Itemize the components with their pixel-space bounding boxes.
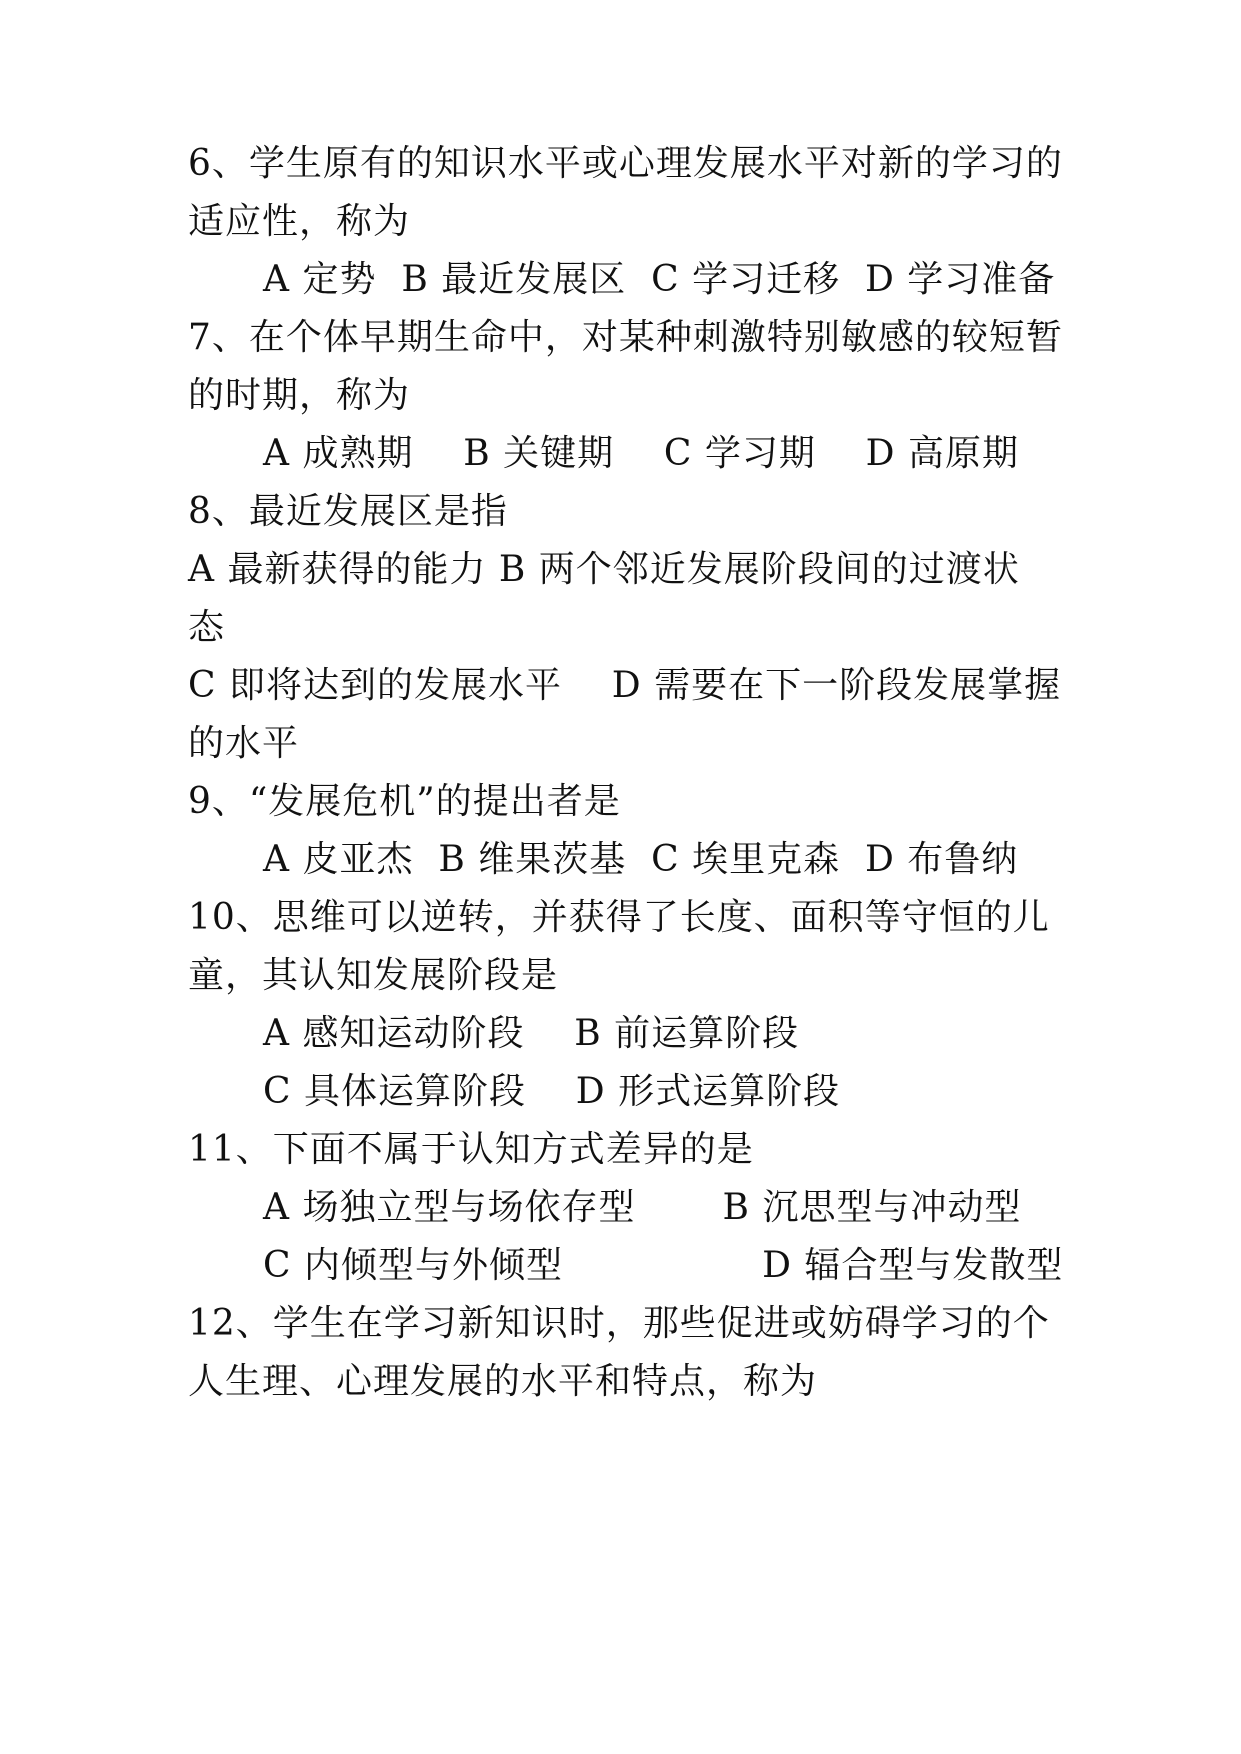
question-8-stem: 8、最近发展区是指 — [188, 491, 508, 532]
question-8-options-line-2: 态 — [188, 607, 226, 648]
question-11-options-line-2: C 内倾型与外倾型 D 辐合型与发散型 — [263, 1245, 1064, 1286]
question-9-stem: 9、“发展危机”的提出者是 — [188, 781, 621, 822]
question-6-stem-line-1: 6、学生原有的知识水平或心理发展水平对新的学习的 — [188, 143, 1063, 184]
question-8-options-line-4: 的水平 — [188, 723, 300, 764]
question-10-options-line-2: C 具体运算阶段 D 形式运算阶段 — [263, 1071, 841, 1112]
question-11-stem: 11、下面不属于认知方式差异的是 — [188, 1129, 754, 1170]
question-11-options-line-1: A 场独立型与场依存型 B 沉思型与冲动型 — [263, 1187, 1022, 1228]
question-7-options: A 成熟期 B 关键期 C 学习期 D 高原期 — [263, 433, 1019, 474]
question-12-stem-line-2: 人生理、心理发展的水平和特点，称为 — [188, 1361, 818, 1402]
question-8-options-line-3: C 即将达到的发展水平 D 需要在下一阶段发展掌握 — [188, 665, 1062, 706]
question-6-stem-line-2: 适应性，称为 — [188, 201, 411, 242]
question-10-stem-line-2: 童，其认知发展阶段是 — [188, 955, 559, 996]
question-9-options: A 皮亚杰 B 维果茨基 C 埃里克森 D 布鲁纳 — [263, 839, 1019, 880]
question-10-options-line-1: A 感知运动阶段 B 前运算阶段 — [263, 1013, 800, 1054]
question-8-options-line-1: A 最新获得的能力 B 两个邻近发展阶段间的过渡状 — [188, 549, 1020, 590]
question-7-stem-line-2: 的时期，称为 — [188, 375, 411, 416]
question-6-options: A 定势 B 最近发展区 C 学习迁移 D 学习准备 — [263, 259, 1056, 300]
question-7-stem-line-1: 7、在个体早期生命中，对某种刺激特别敏感的较短暂 — [188, 317, 1063, 358]
question-12-stem-line-1: 12、学生在学习新知识时，那些促进或妨碍学习的个 — [188, 1303, 1050, 1344]
question-10-stem-line-1: 10、思维可以逆转，并获得了长度、面积等守恒的儿 — [188, 897, 1050, 938]
